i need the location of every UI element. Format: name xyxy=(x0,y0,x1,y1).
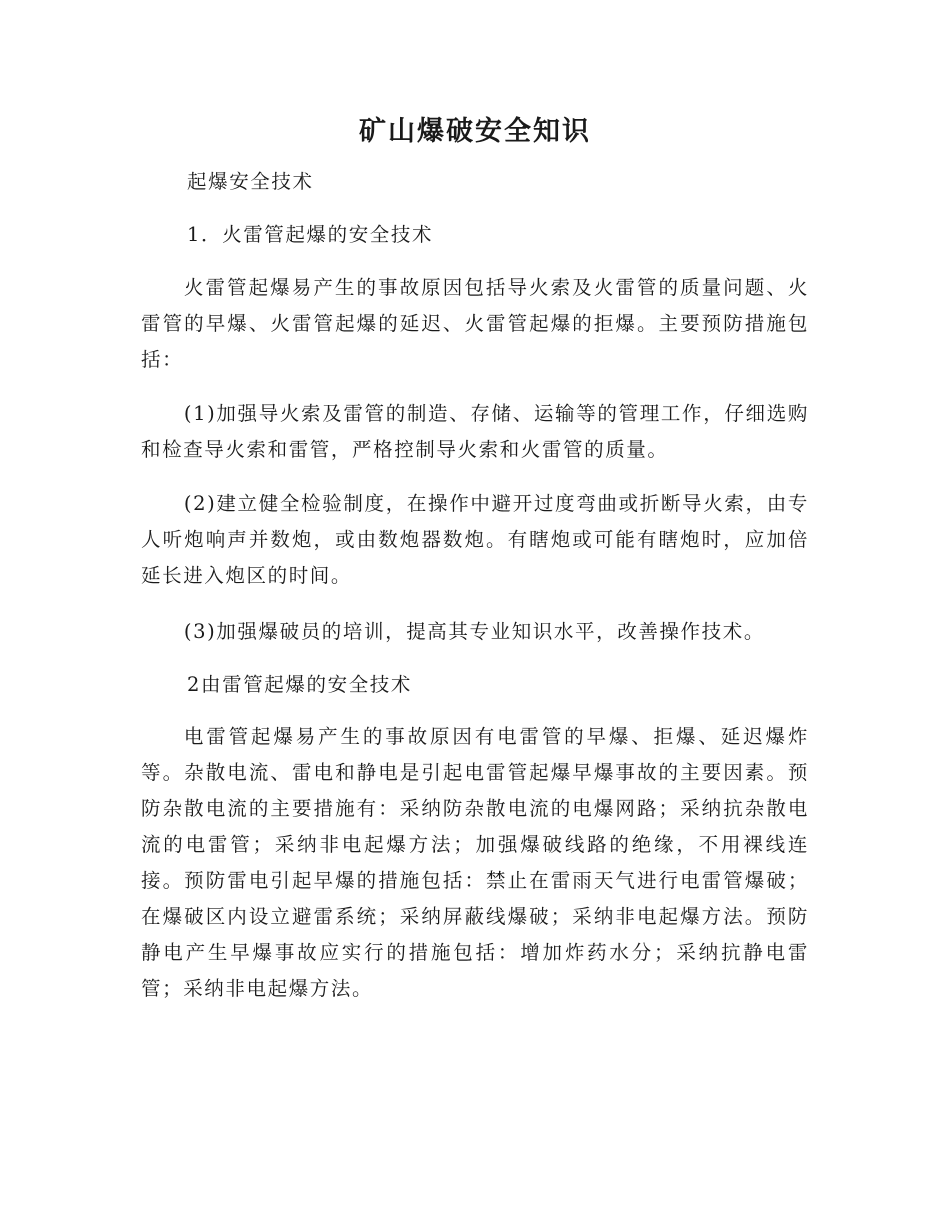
subsection-1-heading: 1．火雷管起爆的安全技术 xyxy=(187,223,434,246)
paragraph-4: (3)加强爆破员的培训，提高其专业知识水平，改善操作技术。 xyxy=(183,620,765,643)
subsection-2-heading: 2由雷管起爆的安全技术 xyxy=(187,673,413,696)
document-title: 矿山爆破安全知识 xyxy=(359,116,591,147)
section-heading: 起爆安全技术 xyxy=(187,170,314,193)
paragraph-1: 火雷管起爆易产生的事故原因包括导火索及火雷管的质量问题、火雷管的早爆、火雷管起爆的延迟、火雷管起爆的拒爆。主要预防措施包括： xyxy=(141,276,809,371)
paragraph-3: (2)建立健全检验制度，在操作中避开过度弯曲或折断导火索，由专人听炮响声并数炮，或由数炮器数炮。有瞎炮或可能有瞎炮时，应加倍延长进入炮区的时间。 xyxy=(141,492,809,587)
paragraph-2: (1)加强导火索及雷管的制造、存储、运输等的管理工作，仔细选购和检查导火索和雷管，严格控制导火索和火雷管的质量。 xyxy=(141,402,809,461)
paragraph-5: 电雷管起爆易产生的事故原因有电雷管的早爆、拒爆、延迟爆炸等。杂散电流、雷电和静电是引起电雷管起爆早爆事故的主要因素。预防杂散电流的主要措施有：采纳防杂散电流的电爆网路；采纳抗杂散电流的电雷管；采纳非电起爆方法；加强爆破线路的绝缘，不用裸线连接。预防雷电引起早爆的措施包括：禁止在雷雨天气进行电雷管爆破；在爆破区内设立避雷系统；采纳屏蔽线爆破；采纳非电起爆方法。预防静电产生早爆事故应实行的措施包括：增加炸药水分；采纳抗静电雷管；采纳非电起爆方法。 xyxy=(141,725,809,1000)
